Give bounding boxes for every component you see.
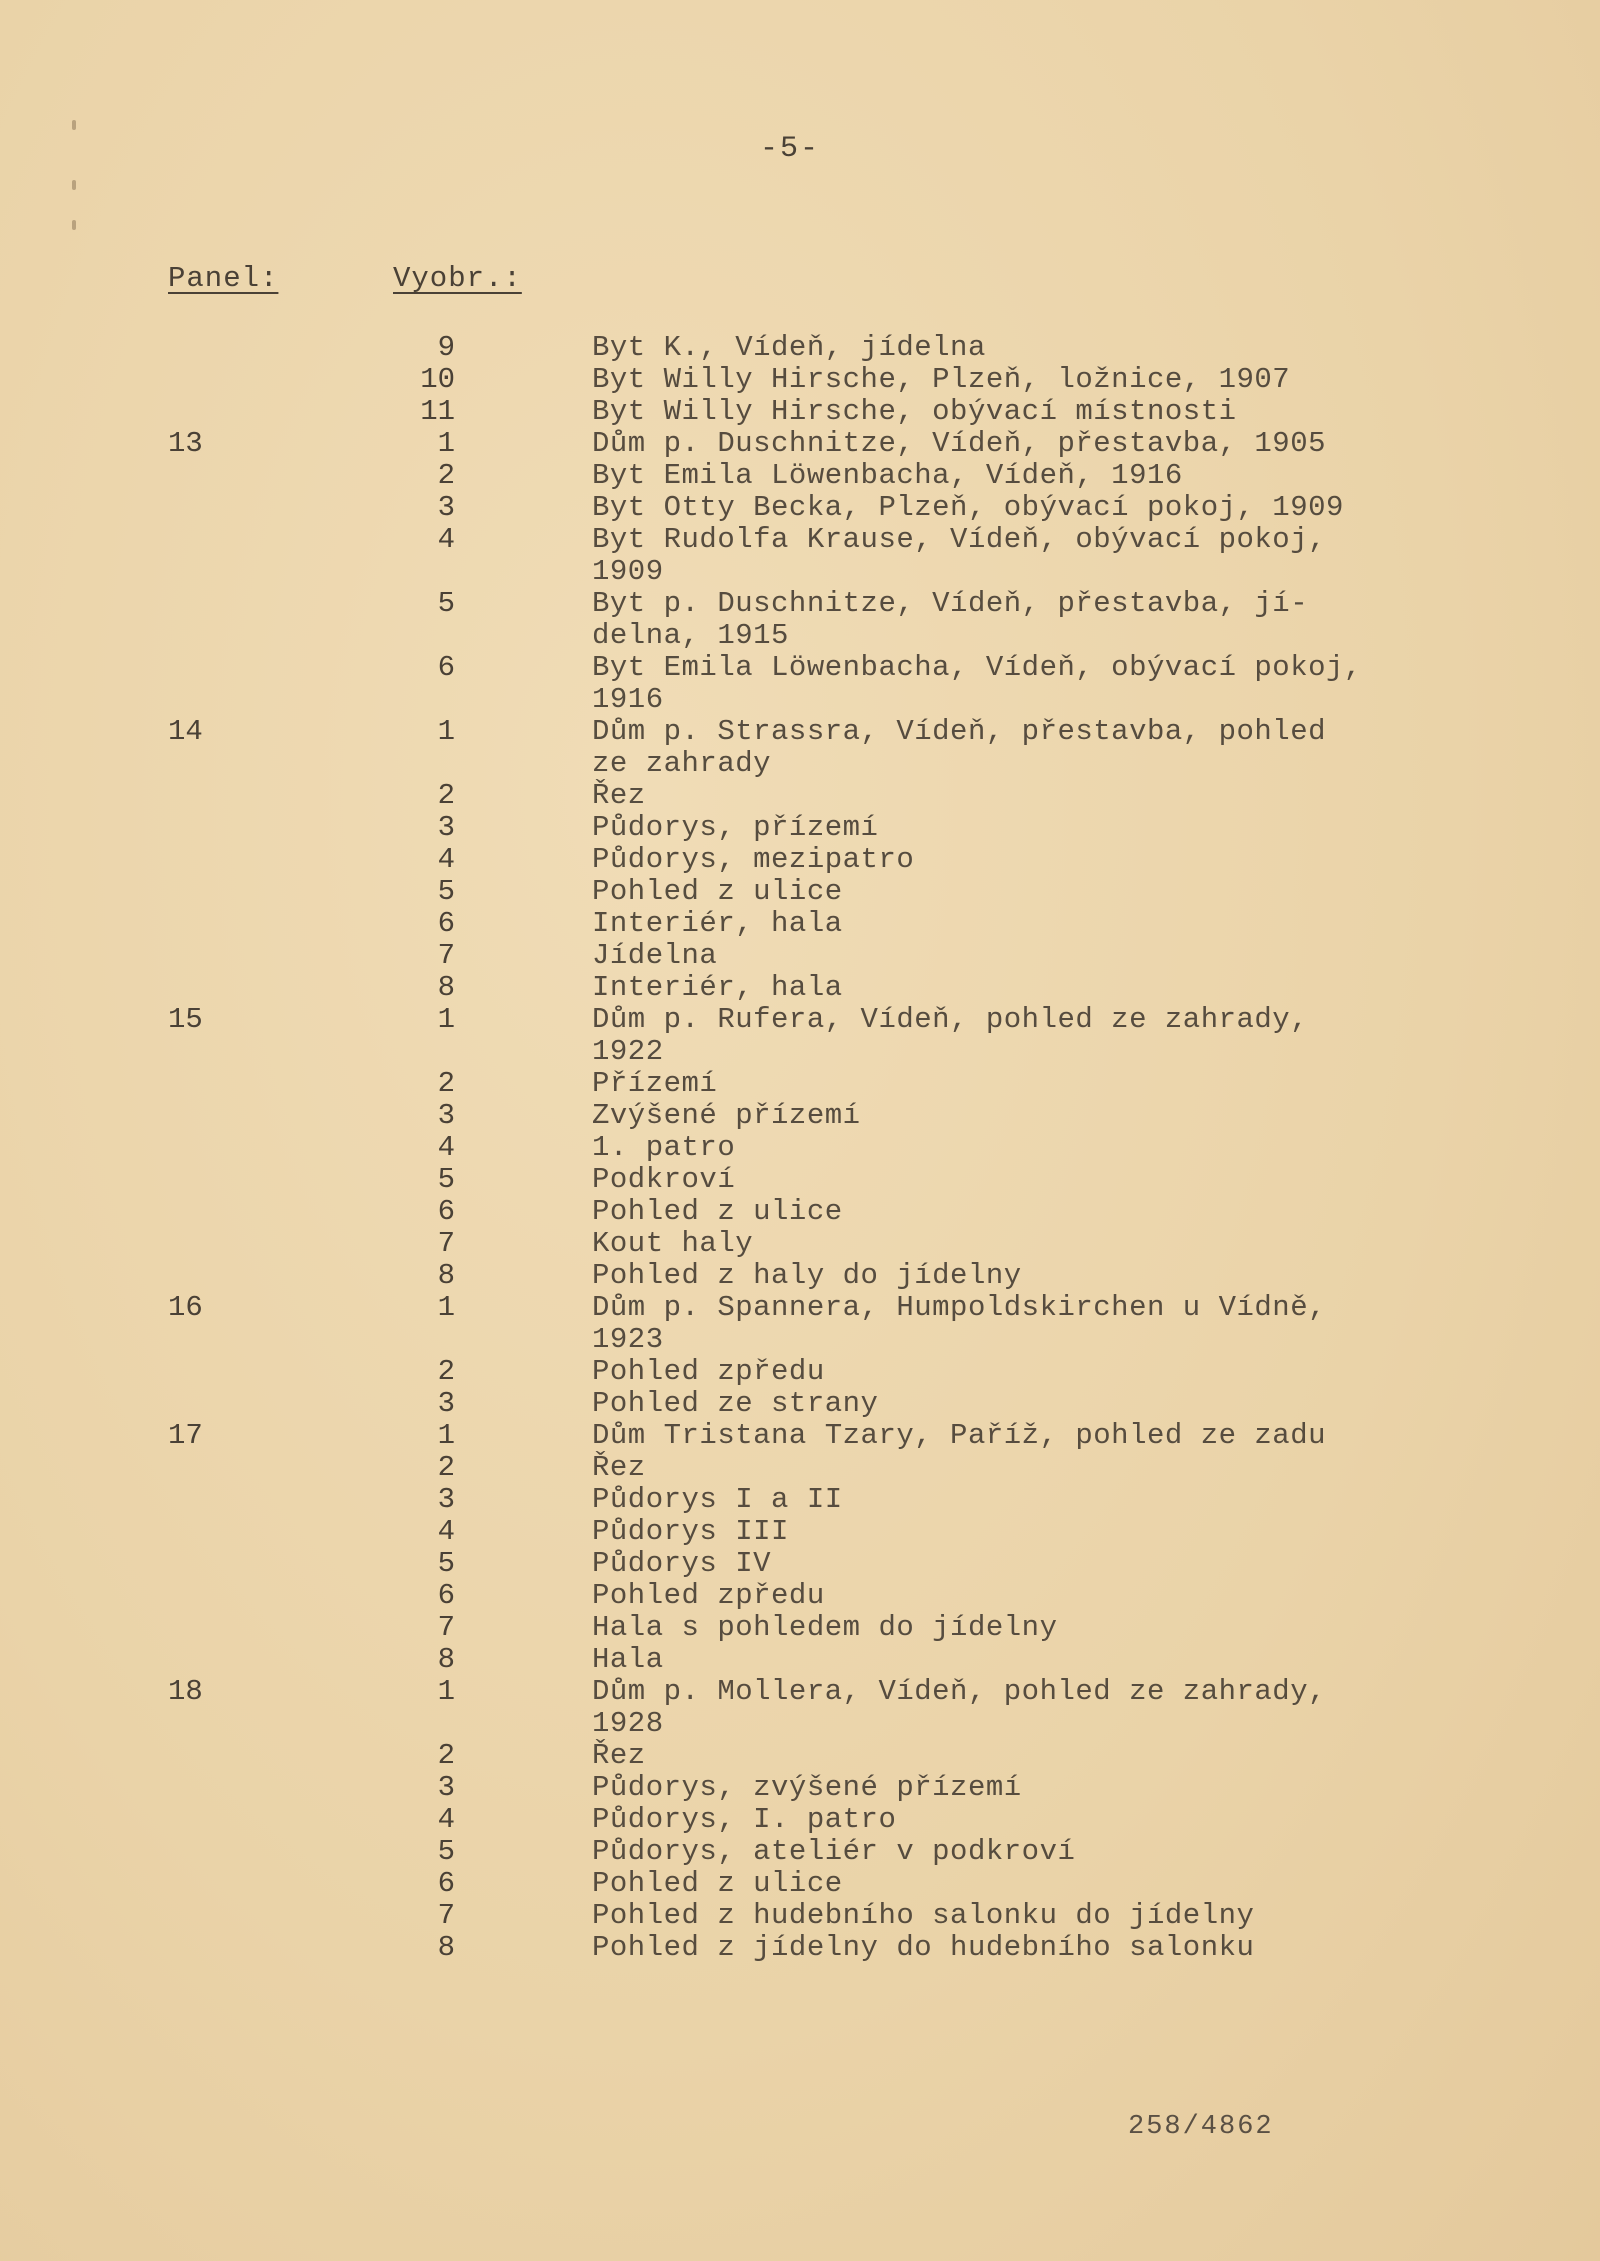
image-description: Dům Tristana Tzary, Paříž, pohled ze zadu [592,1419,1327,1452]
table-row [0,844,1600,876]
footer-code: 258/4862 [1128,2112,1274,2142]
table-row [0,1132,1600,1164]
table-row [0,332,1600,364]
image-number: 5 [437,587,455,620]
image-description: Podkroví [592,1163,736,1196]
panel-number: 17 [168,1419,203,1452]
image-number: 10 [420,363,455,396]
panel-number: 13 [168,427,203,460]
table-row [0,812,1600,844]
table-row [0,1484,1600,1516]
table-row [0,780,1600,812]
table-row [0,1676,1600,1740]
image-description: Pohled z ulice [592,1195,843,1228]
image-number: 1 [437,715,455,748]
punch-mark [72,180,76,190]
table-row [0,1644,1600,1676]
table-row [0,1228,1600,1260]
image-description: Hala [592,1643,664,1676]
table-row [0,588,1600,652]
image-description: Byt Emila Löwenbacha, Vídeň, obývací pokoj, 1916 [592,651,1362,716]
image-number: 4 [437,523,455,556]
panel-number: 18 [168,1675,203,1708]
image-description: Řez [592,1739,646,1772]
table-row [0,1068,1600,1100]
image-number: 7 [437,1611,455,1644]
image-number: 7 [437,1227,455,1260]
image-number: 3 [437,1483,455,1516]
table-row [0,1612,1600,1644]
image-number: 2 [437,459,455,492]
image-description: Půdorys, přízemí [592,811,879,844]
table-row [0,716,1600,780]
table-row [0,1164,1600,1196]
image-number: 3 [437,1771,455,1804]
image-description: Půdorys, I. patro [592,1803,897,1836]
table-row [0,1388,1600,1420]
table-row [0,1580,1600,1612]
table-row [0,1772,1600,1804]
table-row [0,1516,1600,1548]
image-number: 3 [437,1387,455,1420]
table-row [0,396,1600,428]
table-row [0,1292,1600,1356]
image-number: 3 [437,491,455,524]
punch-mark [72,220,76,230]
image-description: Půdorys, ateliér v podkroví [592,1835,1076,1868]
table-row [0,876,1600,908]
image-description: Byt Willy Hirsche, obývací místnosti [592,395,1237,428]
image-description: Dům p. Strassra, Vídeň, přestavba, pohled ze zahrady [592,715,1327,780]
image-description: Zvýšené přízemí [592,1099,861,1132]
image-number: 4 [437,1803,455,1836]
image-number: 1 [437,427,455,460]
image-number: 1 [437,1419,455,1452]
image-number: 6 [437,1195,455,1228]
image-description: Pohled z jídelny do hudebního salonku [592,1931,1255,1964]
header-panel: Panel: [168,262,279,295]
image-number: 6 [437,651,455,684]
table-row [0,428,1600,460]
image-number: 5 [437,875,455,908]
image-number: 3 [437,1099,455,1132]
table-row [0,1868,1600,1900]
table-row [0,1004,1600,1068]
image-description: Pohled z hudebního salonku do jídelny [592,1899,1255,1932]
table-row [0,1420,1600,1452]
image-number: 1 [437,1291,455,1324]
image-number: 7 [437,1899,455,1932]
image-description: Pohled zpředu [592,1355,825,1388]
image-number: 2 [437,1739,455,1772]
image-number: 2 [437,1451,455,1484]
header-vyobr: Vyobr.: [393,262,522,295]
image-description: Půdorys, zvýšené přízemí [592,1771,1022,1804]
image-number: 8 [437,1643,455,1676]
panel-number: 15 [168,1003,203,1036]
image-description: Hala s pohledem do jídelny [592,1611,1058,1644]
image-number: 8 [437,1259,455,1292]
image-number: 7 [437,939,455,972]
panel-number: 14 [168,715,203,748]
image-number: 1 [437,1003,455,1036]
table-row [0,940,1600,972]
image-number: 8 [437,1931,455,1964]
image-description: Interiér, hala [592,971,843,1004]
table-row [0,1356,1600,1388]
image-description: Přízemí [592,1067,718,1100]
image-description: Interiér, hala [592,907,843,940]
image-description: Byt Rudolfa Krause, Vídeň, obývací pokoj, 1909 [592,523,1327,588]
table-row [0,1196,1600,1228]
table-row [0,1740,1600,1772]
image-description: 1. patro [592,1131,736,1164]
punch-mark [72,120,76,130]
image-description: Půdorys, mezipatro [592,843,915,876]
image-description: Jídelna [592,939,718,972]
table-row [0,1260,1600,1292]
table-row [0,524,1600,588]
image-description: Pohled ze strany [592,1387,879,1420]
table-row [0,1548,1600,1580]
image-description: Dům p. Mollera, Vídeň, pohled ze zahrady, 1928 [592,1675,1327,1740]
table-row [0,1804,1600,1836]
image-description: Byt Emila Löwenbacha, Vídeň, 1916 [592,459,1183,492]
table-row [0,652,1600,716]
table-row [0,364,1600,396]
image-number: 6 [437,1579,455,1612]
image-number: 6 [437,907,455,940]
image-number: 5 [437,1547,455,1580]
image-number: 2 [437,1067,455,1100]
image-description: Řez [592,779,646,812]
table-row [0,492,1600,524]
image-description: Dům p. Rufera, Vídeň, pohled ze zahrady, 1922 [592,1003,1309,1068]
image-number: 5 [437,1163,455,1196]
image-number: 2 [437,1355,455,1388]
image-description: Dům p. Spannera, Humpoldskirchen u Vídně, 1923 [592,1291,1327,1356]
image-description: Půdorys IV [592,1547,772,1580]
table-row [0,972,1600,1004]
table-row [0,1100,1600,1132]
image-number: 2 [437,779,455,812]
table-row [0,1900,1600,1932]
image-description: Pohled z ulice [592,1867,843,1900]
listing-table [0,332,1600,1964]
image-description: Dům p. Duschnitze, Vídeň, přestavba, 1905 [592,427,1327,460]
table-row [0,460,1600,492]
image-number: 11 [420,395,455,428]
image-description: Půdorys III [592,1515,789,1548]
image-number: 9 [437,331,455,364]
image-description: Pohled zpředu [592,1579,825,1612]
table-row [0,1452,1600,1484]
image-description: Byt p. Duschnitze, Vídeň, přestavba, jí- delna, 1915 [592,587,1309,652]
table-row [0,1932,1600,1964]
image-description: Pohled z haly do jídelny [592,1259,1022,1292]
image-number: 4 [437,1515,455,1548]
image-number: 4 [437,1131,455,1164]
image-description: Řez [592,1451,646,1484]
image-description: Byt Willy Hirsche, Plzeň, ložnice, 1907 [592,363,1291,396]
table-row [0,908,1600,940]
image-description: Pohled z ulice [592,875,843,908]
image-number: 5 [437,1835,455,1868]
table-row [0,1836,1600,1868]
image-description: Byt Otty Becka, Plzeň, obývací pokoj, 1909 [592,491,1344,524]
image-description: Byt K., Vídeň, jídelna [592,331,986,364]
image-number: 6 [437,1867,455,1900]
image-number: 1 [437,1675,455,1708]
panel-number: 16 [168,1291,203,1324]
image-number: 4 [437,843,455,876]
image-number: 8 [437,971,455,1004]
page-number: -5- [760,132,821,166]
image-description: Kout haly [592,1227,754,1260]
image-number: 3 [437,811,455,844]
image-description: Půdorys I a II [592,1483,843,1516]
